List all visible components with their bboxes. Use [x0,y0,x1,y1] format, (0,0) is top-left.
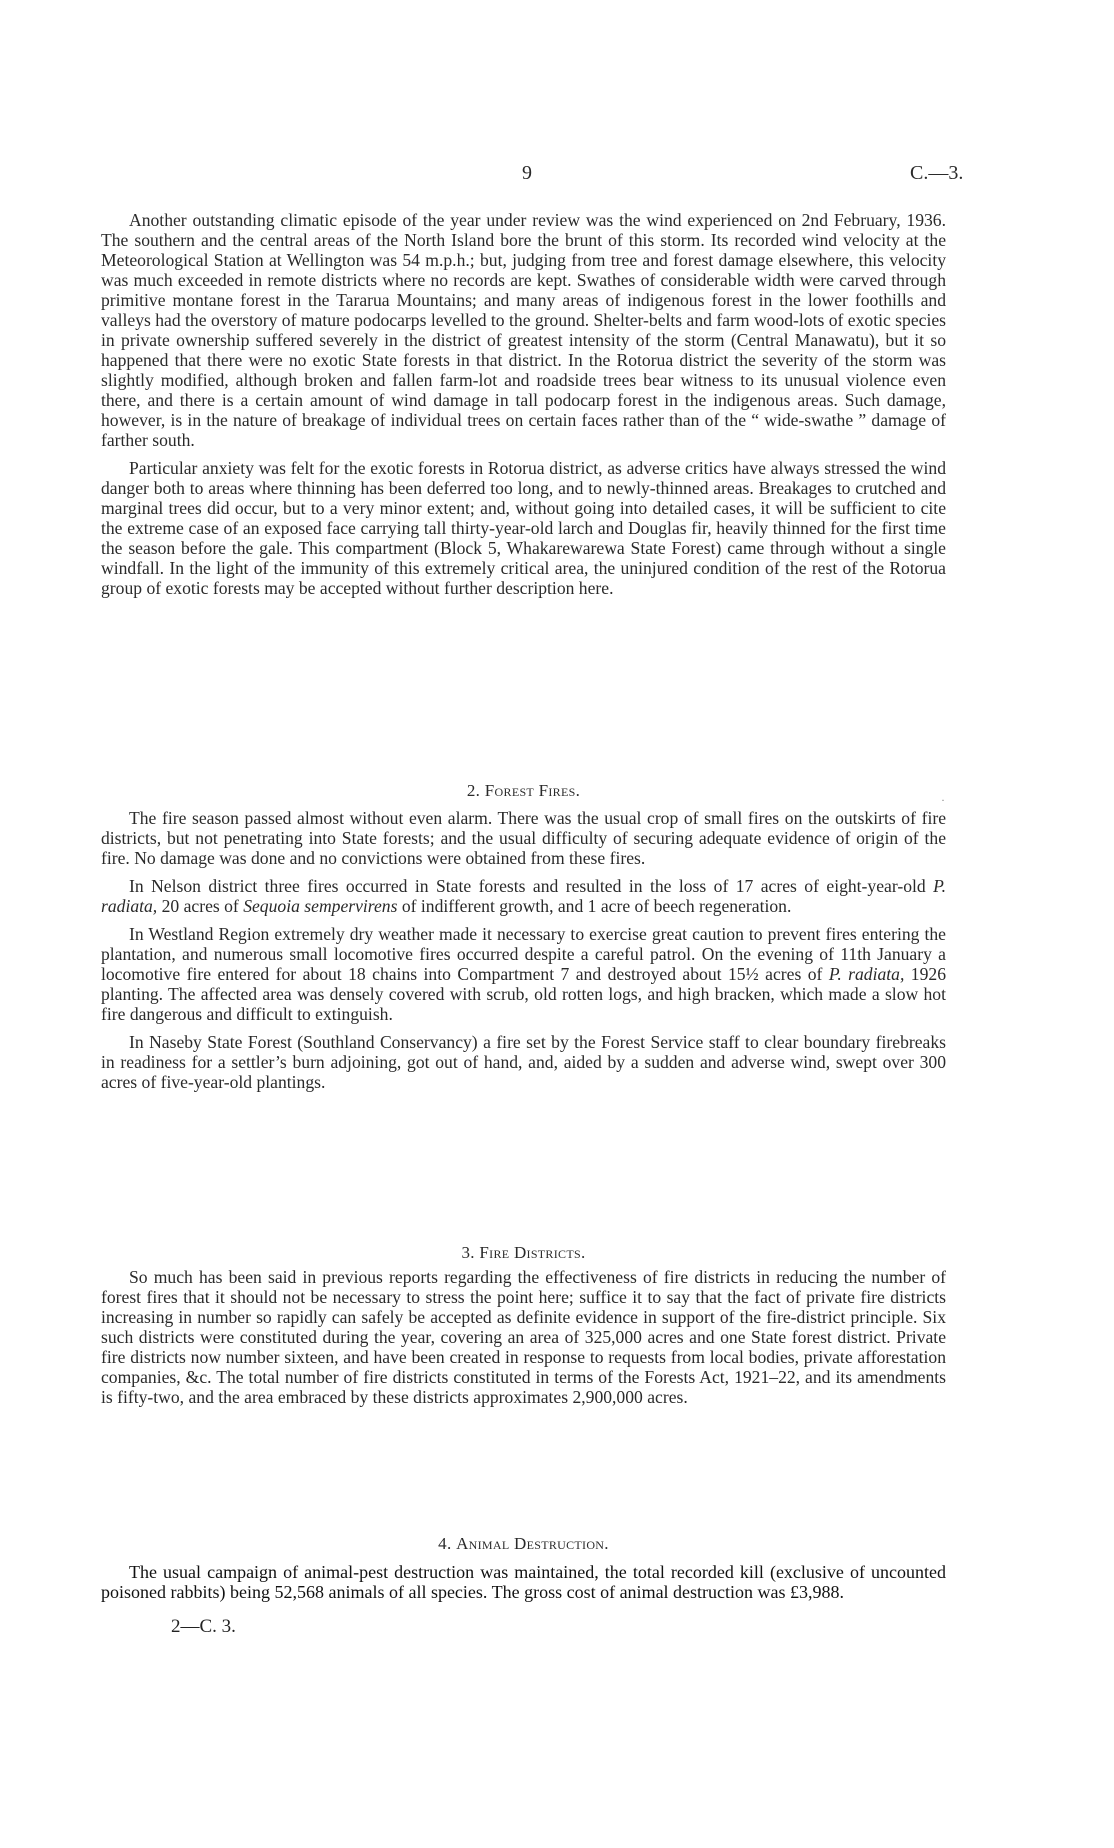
text-run: 20 acres of [157,896,244,916]
section-title: Forest Fires. [484,781,581,800]
intro-section [101,210,946,606]
document-code: C.—3. [910,162,964,184]
fire-districts-section [101,1267,946,1415]
sheet-signature: 2—C. 3. [171,1616,236,1637]
species-name: P. radiata, [101,876,946,916]
section-heading-animal-destruction [101,1534,946,1554]
section-title: Animal Destruction. [456,1534,609,1553]
paragraph-fire-districts: So much has been said in previous reports regarding the effectiveness of fire districts in reducing the number of forest fires that it should not be necessary to stress the point here; suffice it to say that the fact of private fire districts increasing in number so rapidly can safely be accepted as definite evidence in support of the fire-district principle. Six such districts were constituted during the year, covering an area of 325,000 acres and one State forest district. Private fire districts now number sixteen, and have been created in response to requests from local bodies, private afforestation companies, &c. The total number of fire districts constituted in terms of the Forests Act, 1921–22, and its amendments is fifty-two, and the area embraced by these districts approximates 2,900,000 acres. [101,1267,946,1407]
paragraph-westland-fires [101,924,946,1024]
section-heading-fire-districts [101,1243,946,1263]
species-name: Sequoia sempervirens [243,896,398,916]
text-run: of indifferent growth, and 1 acre of beech regeneration. [397,896,792,916]
paragraph-fire-season: The fire season passed almost without even alarm. There was the usual crop of small fires on the outskirts of fire districts, but not penetrating into State forests; and the usual difficulty of securing adequate evidence of origin of the fire. No damage was done and no convictions were obtained from these fires. [101,808,946,868]
section-number: 2. [466,781,481,800]
section-heading-forest-fires [101,781,946,801]
animal-destruction-section [101,1562,946,1610]
paragraph-rotorua-forests: Particular anxiety was felt for the exotic forests in Rotorua district, as adverse critics have always stressed the wind danger both to areas where thinning has been deferred too long, and to newly-thinned areas. Breakages to crutched and marginal trees did occur, but to a very minor extent; and, without going into detailed cases, it will be sufficient to cite the extreme case of an exposed face carrying tall thirty-year-old larch and Douglas fir, heavily thinned for the first time the season before the gale. This compartment (Block 5, Whakarewarewa State Forest) came through without a single windfall. In the light of the immunity of this extremely critical area, the uninjured condition of the rest of the Rotorua group of exotic forests may be accepted without further description here. [101,458,946,598]
margin-mark: · [941,793,945,807]
paragraph-nelson-fires [101,876,946,916]
forest-fires-section [101,808,946,1100]
section-number: 3. [461,1243,475,1262]
section-title: Fire Districts. [479,1243,586,1262]
page-number: 9 [522,162,532,184]
text-run: 1926 planting. The affected area was densely covered with scrub, old rotten logs, and high bracken, which made a slow hot fire dangerous and difficult to extinguish. [101,964,946,1024]
paragraph-naseby-fire: In Naseby State Forest (Southland Conservancy) a fire set by the Forest Service staff to clear boundary firebreaks in readiness for a settler’s burn adjoining, got out of hand, and, aided by a sudden and adverse wind, swept over 300 acres of five-year-old plantings. [101,1032,946,1092]
text-run: In Westland Region extremely dry weather made it necessary to exercise great caution to prevent fires entering the plantation, and numerous small locomotive fires occurred despite a careful patrol. On the evening of 11th January a locomotive fire entered for about 18 chains into Compartment 7 and destroyed about 15½ acres of [101,924,946,984]
section-number: 4. [438,1534,452,1553]
paragraph-animal-destruction: The usual campaign of animal-pest destruction was maintained, the total recorded kill (exclusive of uncounted poisoned rabbits) being 52,568 animals of all species. The gross cost of animal destruction was £3,988. [101,1562,946,1602]
species-name: P. radiata, [828,964,905,984]
paragraph-wind-storm: Another outstanding climatic episode of the year under review was the wind experienced on 2nd February, 1936. The southern and the central areas of the North Island bore the brunt of this storm. Its recorded wind velocity at the Meteorological Station at Wellington was 54 m.p.h.; but, judging from tree and forest damage elsewhere, this velocity was much exceeded in remote districts where no records are kept. Swathes of considerable width were carved through primitive montane forest in the Tararua Mountains; and many areas of indigenous forest in the lower foothills and valleys had the overstory of mature podocarps levelled to the ground. Shelter-belts and farm wood-lots of exotic species in private ownership suffered severely in the district of greatest intensity of the storm (Central Manawatu), but it so happened that there were no exotic State forests in that district. In the Rotorua district the severity of the storm was slightly modified, although broken and fallen farm-lot and roadside trees bear witness to its unusual violence even there, and there is a certain amount of wind damage in tall podocarp forest in the indigenous areas. Such damage, however, is in the nature of breakage of individual trees on certain faces rather than of the “ wide-swathe ” damage of farther south. [101,210,946,450]
text-run: In Nelson district three fires occurred in State forests and resulted in the loss of 17 acres of eight-year-old [129,876,934,896]
page-header [0,162,1114,192]
